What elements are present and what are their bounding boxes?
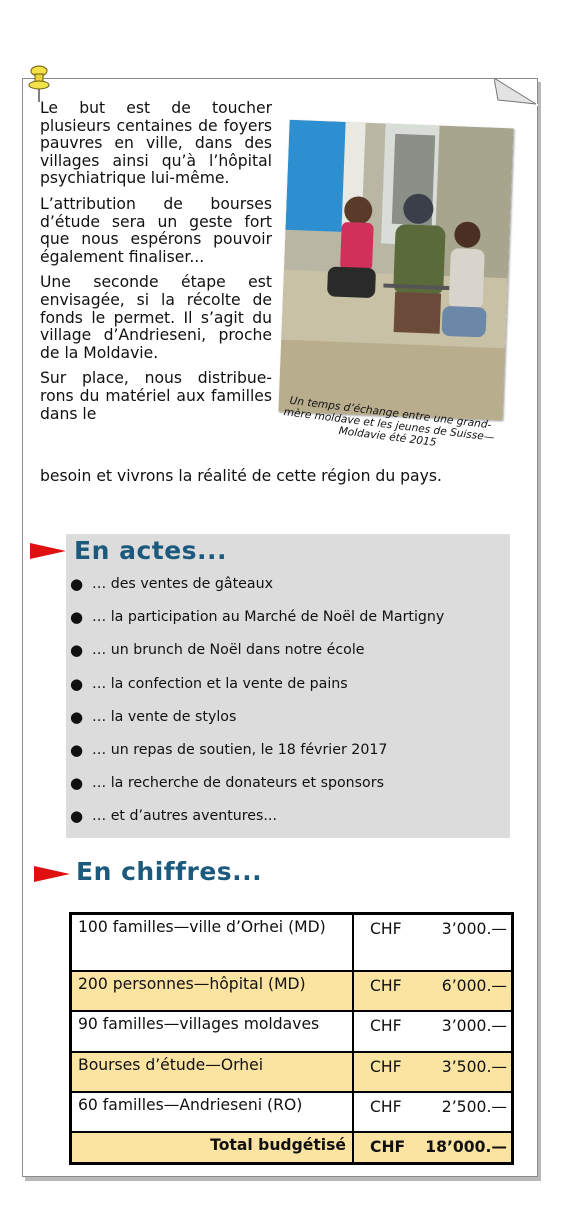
- row-currency: CHF: [370, 1098, 402, 1116]
- intro-paragraph-3: Une seconde étape est envisagée, si la récolte de fonds le permet. Il s’agit du village d’Andrieseni, proche de la Moldavie.: [40, 273, 272, 362]
- row-currency: CHF: [370, 977, 402, 995]
- intro-text: [40, 100, 272, 431]
- row-amount: 3’000.—: [441, 1017, 507, 1035]
- intro-paragraph-4: Sur place, nous distribue-rons du matériel aux familles dans le: [40, 369, 272, 423]
- table-row: [72, 1051, 511, 1091]
- row-label: 60 familles—Andrieseni (RO): [72, 1093, 354, 1131]
- bullet-icon: ●: [70, 575, 84, 593]
- total-label: Total budgétisé: [72, 1133, 354, 1162]
- bullet-icon: ●: [70, 774, 84, 793]
- chiffres-heading: En chiffres...: [76, 857, 263, 886]
- row-label: 200 personnes—hôpital (MD): [72, 972, 354, 1010]
- intro-paragraph-1: Le but est de toucher plusieurs centaines de foyers pauvres en ville, dans des villages ainsi qu’à l’hôpital psychiatrique lui-même.: [40, 99, 272, 188]
- list-item: ● … un repas de soutien, le 18 février 2017: [70, 740, 388, 759]
- bullet-icon: ●: [70, 641, 84, 660]
- actes-list: [70, 574, 444, 840]
- table-row: [72, 1010, 511, 1051]
- actes-heading: En actes...: [74, 536, 228, 565]
- table-row: [72, 1091, 511, 1131]
- intro-paragraph-2: L’attribution de bourses d’étude sera un geste fort que nous espérons pouvoir également finaliser...: [40, 194, 272, 266]
- table-row: [72, 970, 511, 1010]
- page-fold-icon: [494, 78, 538, 106]
- total-amount: 18’000.—: [425, 1138, 507, 1156]
- row-label: Bourses d’étude—Orhei: [72, 1053, 354, 1091]
- row-currency: CHF: [370, 1017, 402, 1035]
- row-currency: CHF: [370, 1058, 402, 1076]
- bullet-icon: ●: [70, 674, 84, 693]
- list-item: ● … et d’autres aventures...: [70, 807, 277, 826]
- total-row: [72, 1131, 511, 1162]
- total-currency: CHF: [370, 1138, 406, 1156]
- list-item: ● … la recherche de donateurs et sponsors: [70, 774, 384, 793]
- intro-paragraph-4-continued: besoin et vivrons la réalité de cette région du pays.: [40, 467, 442, 485]
- row-amount: 3’500.—: [441, 1058, 507, 1076]
- bullet-icon: ●: [70, 707, 84, 726]
- list-item: ● … la participation au Marché de Noël de Martigny: [70, 608, 445, 627]
- budget-table: [69, 912, 514, 1165]
- list-item: ● … la confection et la vente de pains: [70, 674, 348, 693]
- list-item: ● … des ventes de gâteaux: [70, 575, 273, 593]
- list-item: ● … un brunch de Noël dans notre école: [70, 641, 365, 660]
- row-label: 100 familles—ville d’Orhei (MD): [72, 915, 354, 970]
- bullet-icon: ●: [70, 807, 84, 826]
- photo-caption: Un temps d’échange entre une grand-mère moldave et les jeunes de Suisse—Moldavie été 2015: [283, 394, 495, 449]
- red-arrow-icon: [30, 541, 66, 561]
- red-arrow-icon: [34, 864, 70, 884]
- pushpin-icon: [26, 64, 52, 104]
- row-amount: 6’000.—: [441, 977, 507, 995]
- row-currency: CHF: [370, 920, 402, 938]
- photo-grandmother-youth: [278, 120, 513, 420]
- bullet-icon: ●: [70, 740, 84, 759]
- list-item: ● … la vente de stylos: [70, 707, 237, 726]
- row-label: 90 familles—villages moldaves: [72, 1012, 354, 1051]
- table-row: [72, 915, 511, 970]
- row-amount: 2’500.—: [441, 1098, 507, 1116]
- row-amount: 3’000.—: [441, 920, 507, 938]
- bullet-icon: ●: [70, 608, 84, 627]
